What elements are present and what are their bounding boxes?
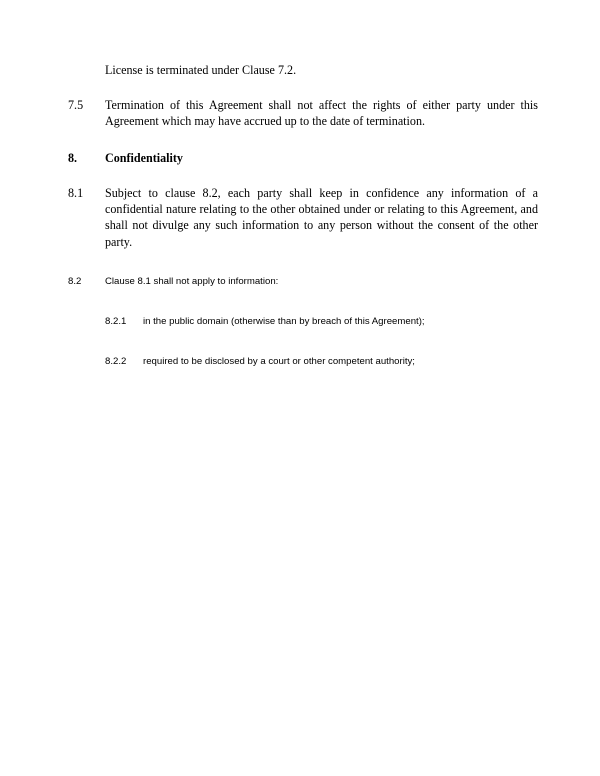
continuation-paragraph: License is terminated under Clause 7.2. <box>105 63 297 77</box>
clause-number: 8.2 <box>68 275 82 287</box>
clause-text: in the public domain (otherwise than by breach of this Agreement); <box>143 315 425 327</box>
clause-8-2-1 <box>105 316 538 329</box>
clause-8-2-2 <box>105 356 538 369</box>
section-number: 8. <box>68 151 78 166</box>
clause-8-2 <box>68 276 538 289</box>
document-body <box>0 0 600 368</box>
clause-number: 7.5 <box>68 98 84 113</box>
clause-8-1 <box>68 185 538 249</box>
clause-text: Subject to clause 8.2, each party shall keep in confidence any information of a confidential nature relating to the other obtained under or relating to this Agreement, and shall not divulge any such information to any person without the consent of the other party. <box>105 186 538 249</box>
clause-number: 8.2.1 <box>105 315 127 327</box>
section-title: Confidentiality <box>105 151 183 166</box>
clause-text: Clause 8.1 shall not apply to information: <box>105 275 279 287</box>
clause-text: required to be disclosed by a court or other competent authority; <box>143 355 415 367</box>
clause-number: 8.1 <box>68 186 84 201</box>
clause-number: 8.2.2 <box>105 355 127 367</box>
clause-text: Termination of this Agreement shall not affect the rights of either party under this Agreement which may have accrued up to the date of termination. <box>105 98 538 129</box>
section-heading-8 <box>68 150 538 166</box>
clause-7-5 <box>68 97 538 129</box>
